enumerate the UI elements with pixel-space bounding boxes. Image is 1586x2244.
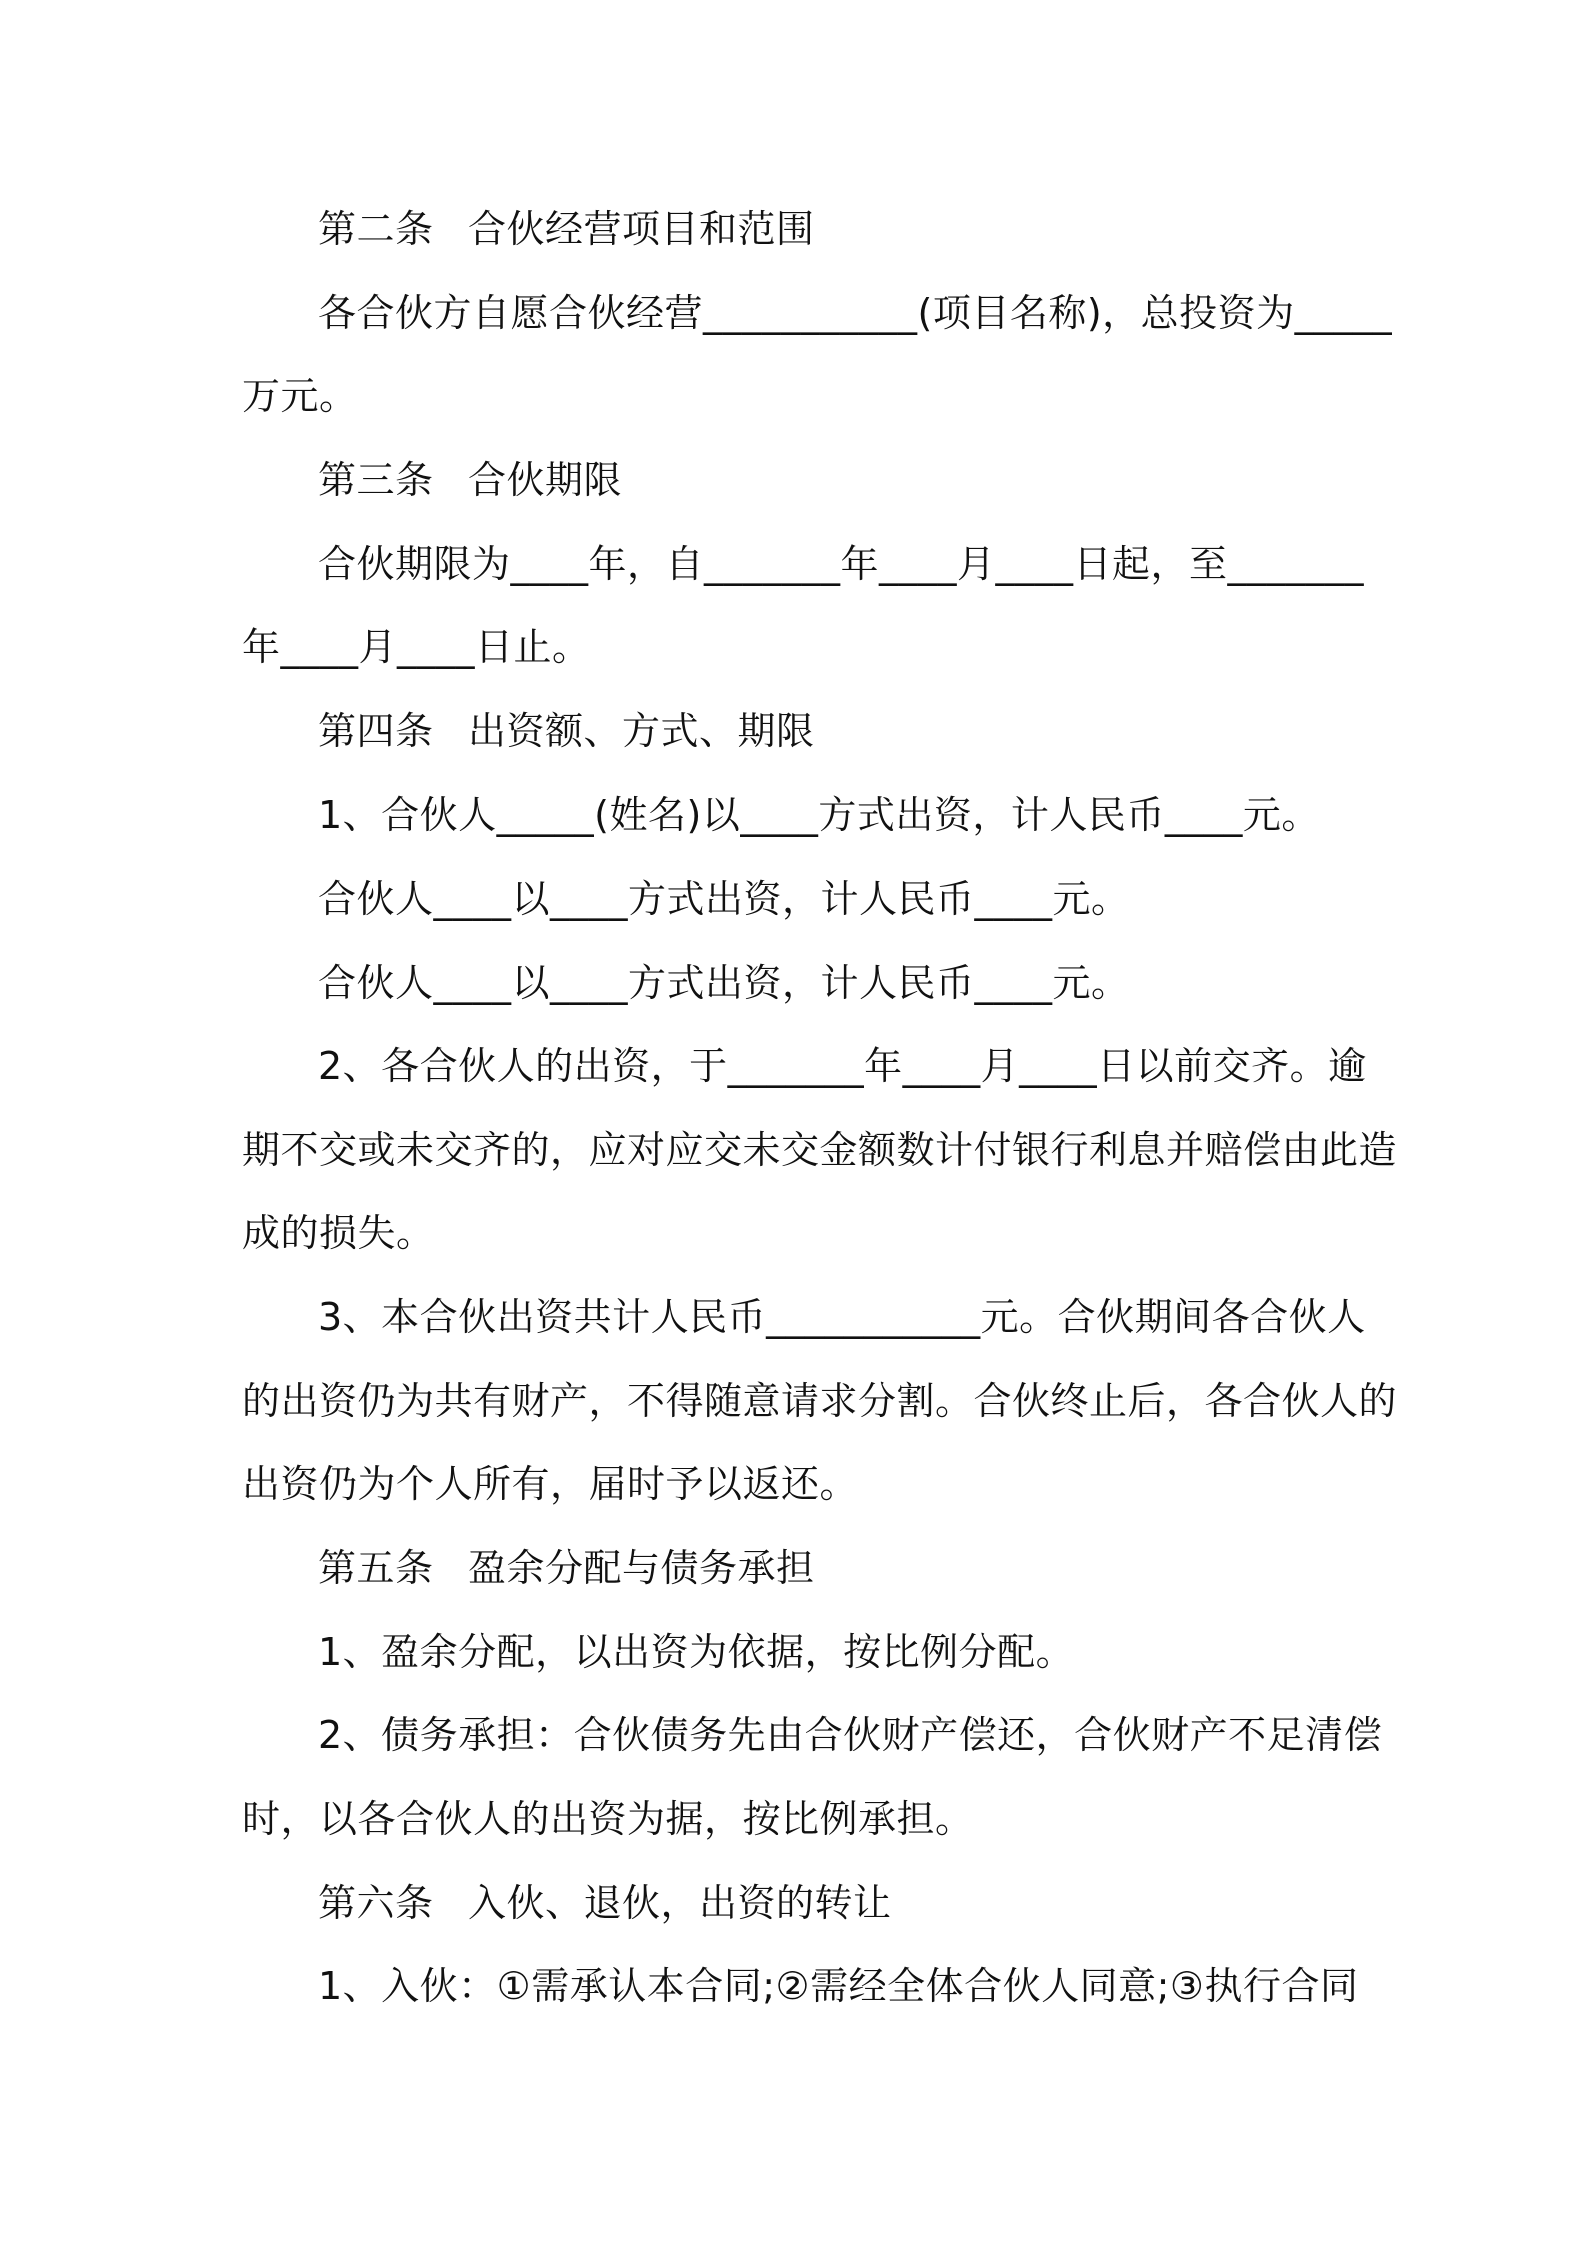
paragraph-line: 合伙人____以____方式出资，计人民币____元。 xyxy=(318,877,1130,921)
paragraph-line: 3、本合伙出资共计人民币___________元。合伙期间各合伙人 xyxy=(318,1295,1366,1339)
article-title: 入伙、退伙，出资的转让 xyxy=(468,1881,892,1925)
article-5-heading xyxy=(318,1545,1362,1591)
paragraph-line: 1、入伙：①需承认本合同;②需经全体合伙人同意;③执行合同 xyxy=(318,1964,1359,2008)
article-number: 第三条 xyxy=(318,458,434,502)
paragraph-line: 合伙期限为____年，自_______年____月____日起，至_______ xyxy=(318,542,1365,586)
paragraph-line: 出资仍为个人所有，届时予以返还。 xyxy=(242,1462,859,1506)
article-title: 合伙期限 xyxy=(468,458,623,502)
paragraph-line: 2、债务承担：合伙债务先由合伙财产偿还，合伙财产不足清偿 xyxy=(318,1713,1383,1757)
paragraph-line: 合伙人____以____方式出资，计人民币____元。 xyxy=(318,961,1130,1005)
article-6-heading xyxy=(318,1880,1362,1926)
article-3-heading xyxy=(318,457,1362,503)
paragraph-line: 的出资仍为共有财产，不得随意请求分割。合伙终止后，各合伙人的 xyxy=(242,1379,1398,1423)
paragraph-line: 各合伙方自愿合伙经营___________(项目名称)，总投资为_____ xyxy=(318,291,1393,335)
paragraph-line: 2、各合伙人的出资，于_______年____月____日以前交齐。逾 xyxy=(318,1044,1367,1088)
article-title: 盈余分配与债务承担 xyxy=(468,1546,815,1590)
paragraph-line: 成的损失。 xyxy=(242,1211,435,1255)
paragraph-line: 1、盈余分配，以出资为依据，按比例分配。 xyxy=(318,1630,1075,1674)
article-number: 第四条 xyxy=(318,709,434,753)
article-number: 第二条 xyxy=(318,207,434,251)
article-number: 第五条 xyxy=(318,1546,434,1590)
paragraph-line: 时，以各合伙人的出资为据，按比例承担。 xyxy=(242,1797,974,1841)
paragraph-line: 期不交或未交齐的，应对应交未交金额数计付银行利息并赔偿由此造 xyxy=(242,1128,1398,1172)
article-title: 合伙经营项目和范围 xyxy=(468,207,815,251)
article-title: 出资额、方式、期限 xyxy=(468,709,815,753)
article-4-heading xyxy=(318,708,1362,754)
paragraph-line: 年____月____日止。 xyxy=(242,625,591,669)
article-number: 第六条 xyxy=(318,1881,434,1925)
paragraph-line: 1、合伙人_____(姓名)以____方式出资，计人民币____元。 xyxy=(318,793,1320,837)
article-2-heading xyxy=(318,206,1362,252)
paragraph-line: 万元。 xyxy=(242,374,358,418)
